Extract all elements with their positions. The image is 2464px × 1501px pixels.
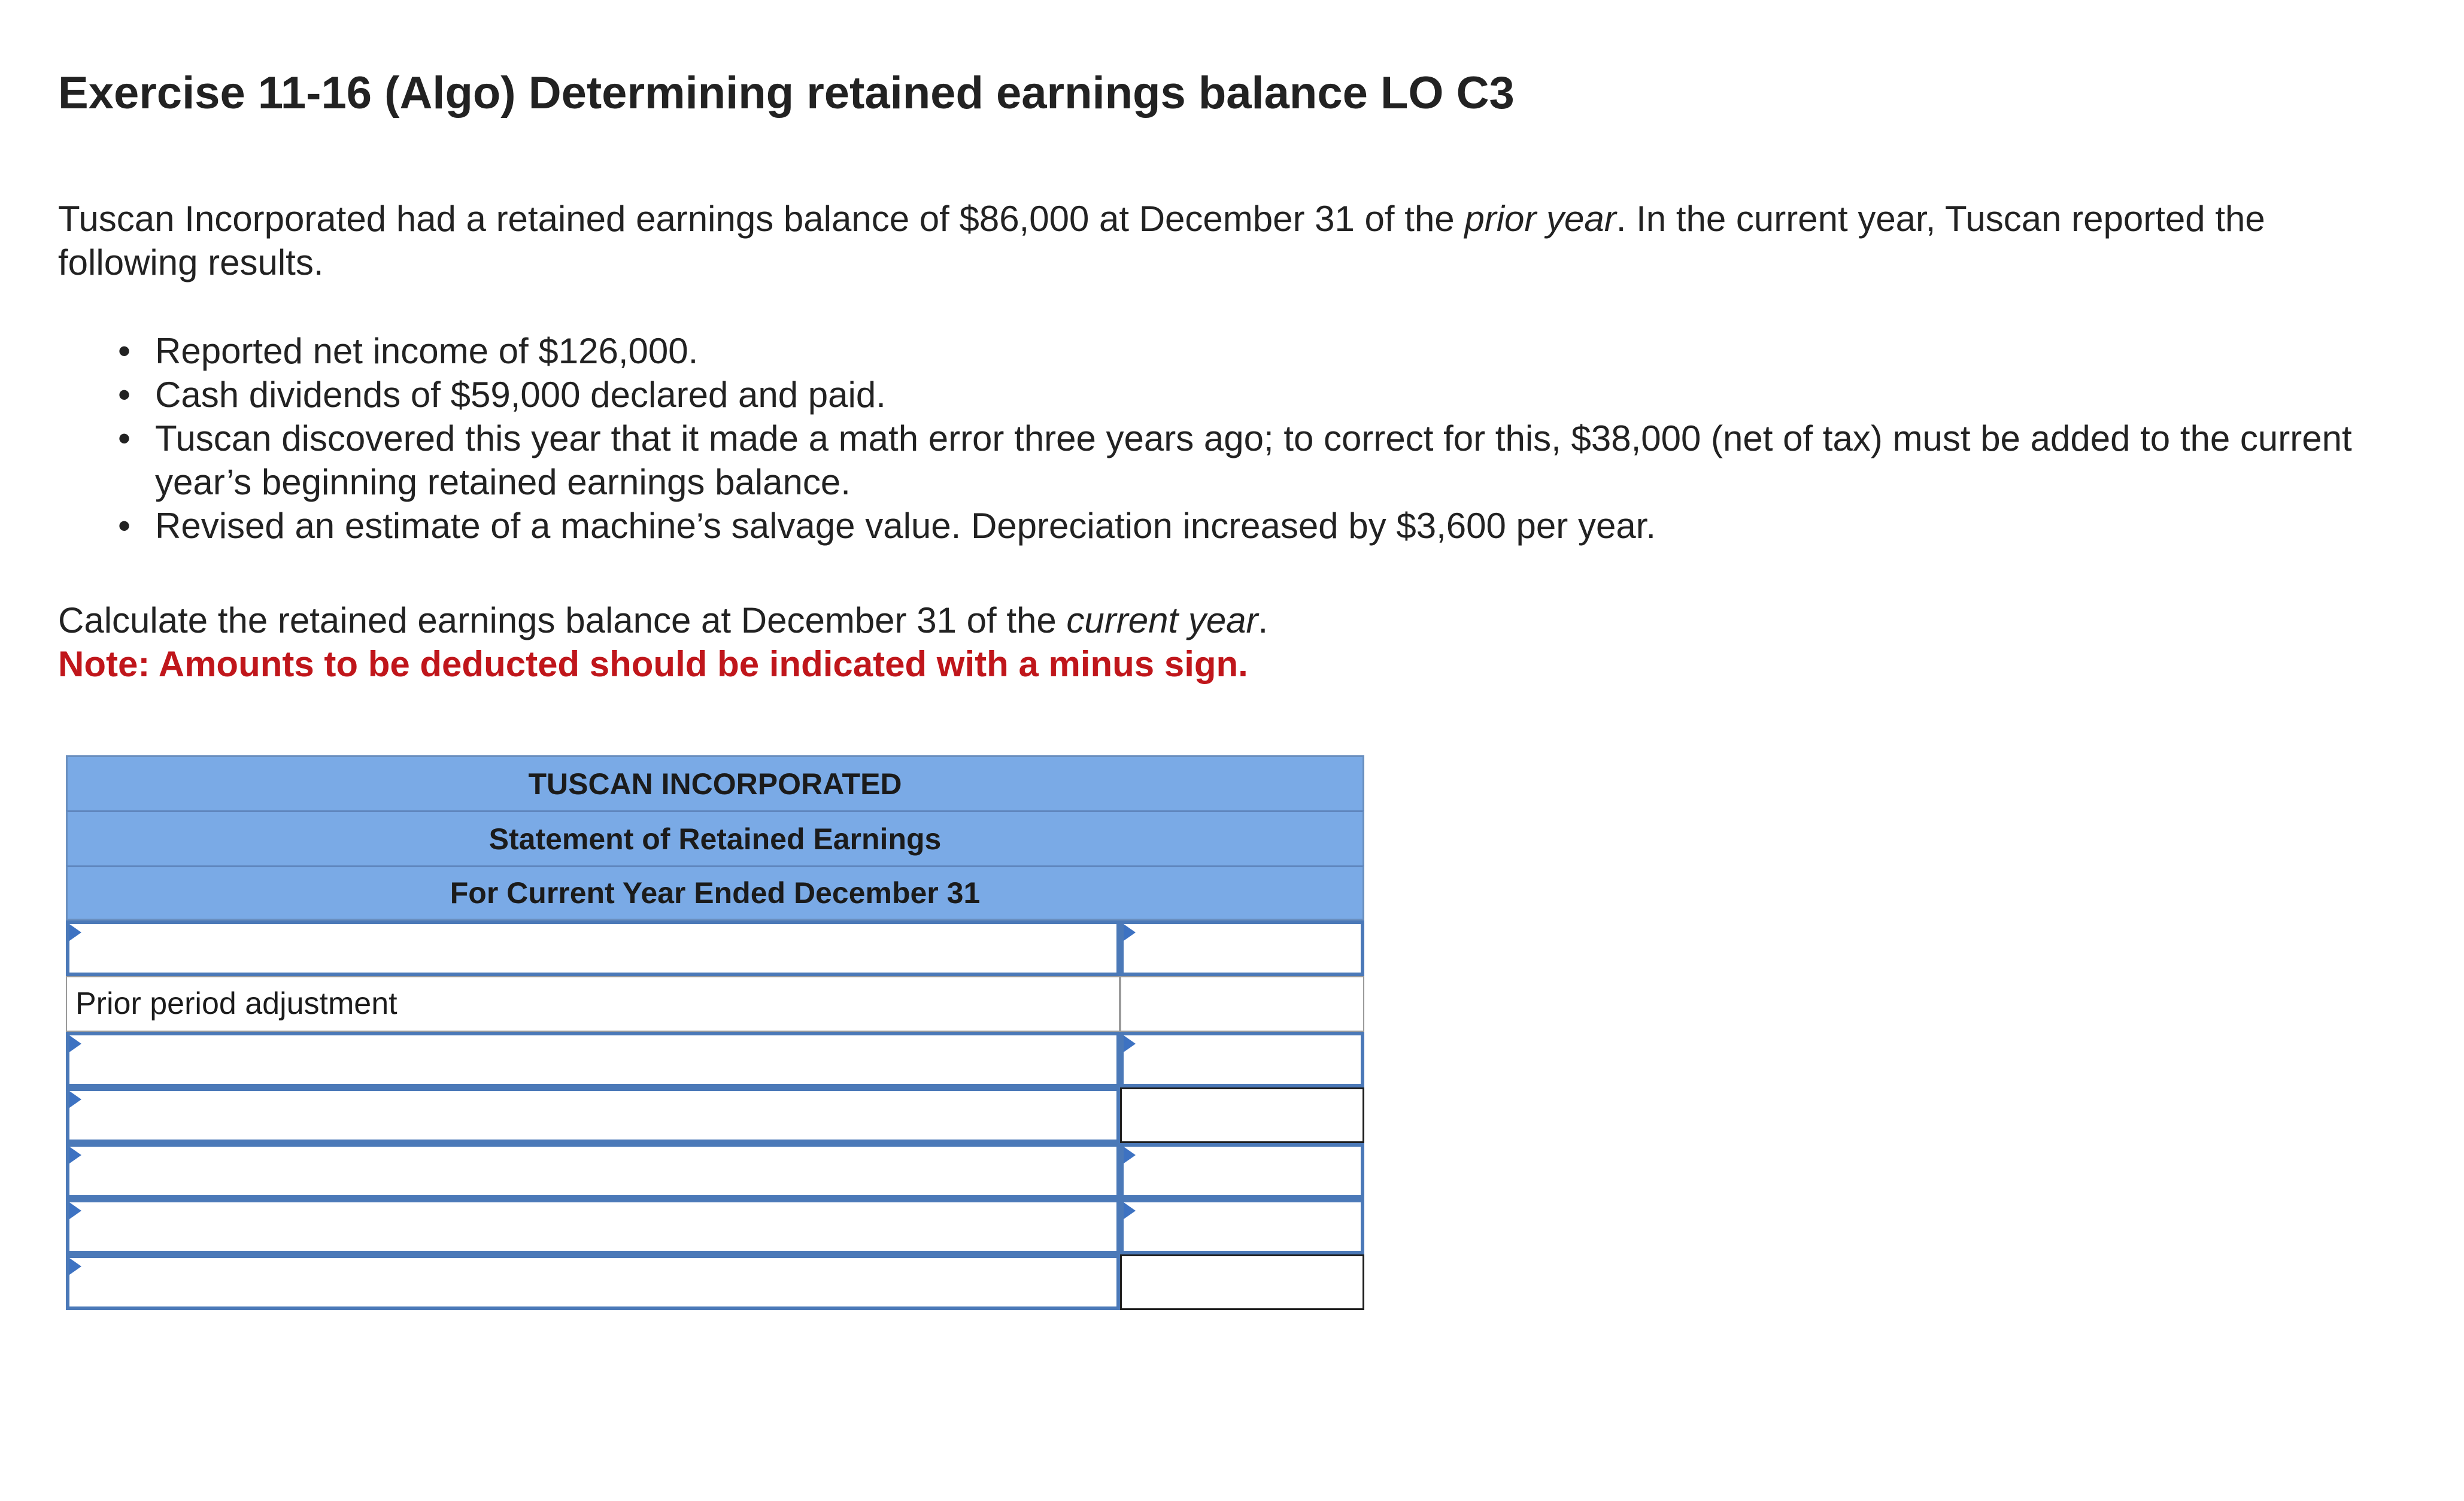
label-input-cell[interactable] bbox=[66, 1032, 1120, 1087]
amount-input-cell[interactable] bbox=[1120, 1032, 1364, 1087]
total-amount-cell[interactable] bbox=[1120, 1254, 1364, 1310]
statement-period-header: For Current Year Ended December 31 bbox=[66, 865, 1364, 920]
amount-input[interactable] bbox=[1124, 1035, 1361, 1084]
amount-input-cell[interactable] bbox=[1120, 1143, 1364, 1199]
exercise-title: Exercise 11-16 (Algo) Determining retained earnings balance LO C3 bbox=[58, 68, 1515, 118]
label-input-cell[interactable] bbox=[66, 1199, 1120, 1254]
table-row bbox=[66, 1032, 1364, 1087]
label-input[interactable] bbox=[69, 1035, 1116, 1084]
prior-period-label-cell bbox=[66, 976, 1120, 1032]
intro-paragraph bbox=[58, 197, 2273, 284]
table-row bbox=[66, 1143, 1364, 1199]
label-input[interactable] bbox=[69, 1258, 1116, 1306]
label-input[interactable] bbox=[69, 924, 1116, 973]
bullet-icon: • bbox=[118, 331, 131, 371]
list-item bbox=[58, 417, 2363, 504]
list-item bbox=[58, 504, 2363, 548]
bullet-icon: • bbox=[118, 375, 131, 415]
instruction-text-2: . bbox=[1258, 600, 1269, 640]
label-input-cell[interactable] bbox=[66, 1254, 1120, 1310]
list-item-text: Revised an estimate of a machine’s salvage value. Depreciation increased by $3,600 per year. bbox=[155, 506, 1656, 546]
bullet-icon: • bbox=[118, 418, 131, 458]
label-input-cell[interactable] bbox=[66, 1087, 1120, 1143]
statement-company-header: TUSCAN INCORPORATED bbox=[66, 755, 1364, 810]
instruction-paragraph bbox=[58, 598, 1268, 642]
dropdown-marker-icon bbox=[69, 924, 81, 941]
subtotal-amount-input[interactable] bbox=[1122, 1089, 1363, 1141]
amount-input[interactable] bbox=[1124, 1202, 1361, 1251]
note-text: Note: Amounts to be deducted should be indicated with a minus sign. bbox=[58, 644, 1248, 684]
table-row bbox=[66, 976, 1364, 1032]
amount-input-cell[interactable] bbox=[1120, 920, 1364, 976]
intro-italic: prior year bbox=[1464, 199, 1616, 239]
amount-input[interactable] bbox=[1124, 1147, 1361, 1195]
list-item-text: Cash dividends of $59,000 declared and paid. bbox=[155, 375, 886, 415]
instruction-text-1: Calculate the retained earnings balance at December 31 of the bbox=[58, 600, 1067, 640]
total-amount-input[interactable] bbox=[1122, 1256, 1363, 1308]
dropdown-marker-icon bbox=[69, 1258, 81, 1275]
dropdown-marker-icon bbox=[1124, 924, 1136, 941]
label-input[interactable] bbox=[69, 1202, 1116, 1251]
prior-period-label: Prior period adjustment bbox=[75, 986, 397, 1021]
label-input[interactable] bbox=[69, 1091, 1116, 1140]
bullet-icon: • bbox=[118, 506, 131, 546]
dropdown-marker-icon bbox=[1124, 1202, 1136, 1219]
amount-input[interactable] bbox=[1124, 924, 1361, 973]
dropdown-marker-icon bbox=[69, 1147, 81, 1163]
label-input-cell[interactable] bbox=[66, 920, 1120, 976]
table-row bbox=[66, 1254, 1364, 1310]
subtotal-amount-cell[interactable] bbox=[1120, 1087, 1364, 1143]
dropdown-marker-icon bbox=[1124, 1035, 1136, 1052]
dropdown-marker-icon bbox=[69, 1202, 81, 1219]
table-row bbox=[66, 1199, 1364, 1254]
retained-earnings-statement bbox=[66, 755, 1364, 1310]
intro-text-1: Tuscan Incorporated had a retained earnings balance of $86,000 at December 31 of the bbox=[58, 199, 1465, 239]
dropdown-marker-icon bbox=[69, 1091, 81, 1108]
table-row bbox=[66, 920, 1364, 976]
list-item bbox=[58, 329, 2363, 373]
amount-input-cell[interactable] bbox=[1120, 1199, 1364, 1254]
table-row bbox=[66, 1087, 1364, 1143]
list-item bbox=[58, 373, 2363, 417]
intro-text-2: . In the current year, Tuscan reported the following results. bbox=[58, 199, 2265, 282]
instruction-italic: current year bbox=[1066, 600, 1258, 640]
prior-period-amount-cell bbox=[1120, 976, 1364, 1032]
label-input-cell[interactable] bbox=[66, 1143, 1120, 1199]
label-input[interactable] bbox=[69, 1147, 1116, 1195]
results-list bbox=[58, 329, 2363, 548]
statement-title-header: Statement of Retained Earnings bbox=[66, 810, 1364, 865]
list-item-text: Reported net income of $126,000. bbox=[155, 331, 699, 371]
list-item-text: Tuscan discovered this year that it made a math error three years ago; to correct for this, $38,000 (net of tax) must be added to the current year’s beginning retained earnings balance. bbox=[155, 418, 2352, 502]
dropdown-marker-icon bbox=[1124, 1147, 1136, 1163]
dropdown-marker-icon bbox=[69, 1035, 81, 1052]
